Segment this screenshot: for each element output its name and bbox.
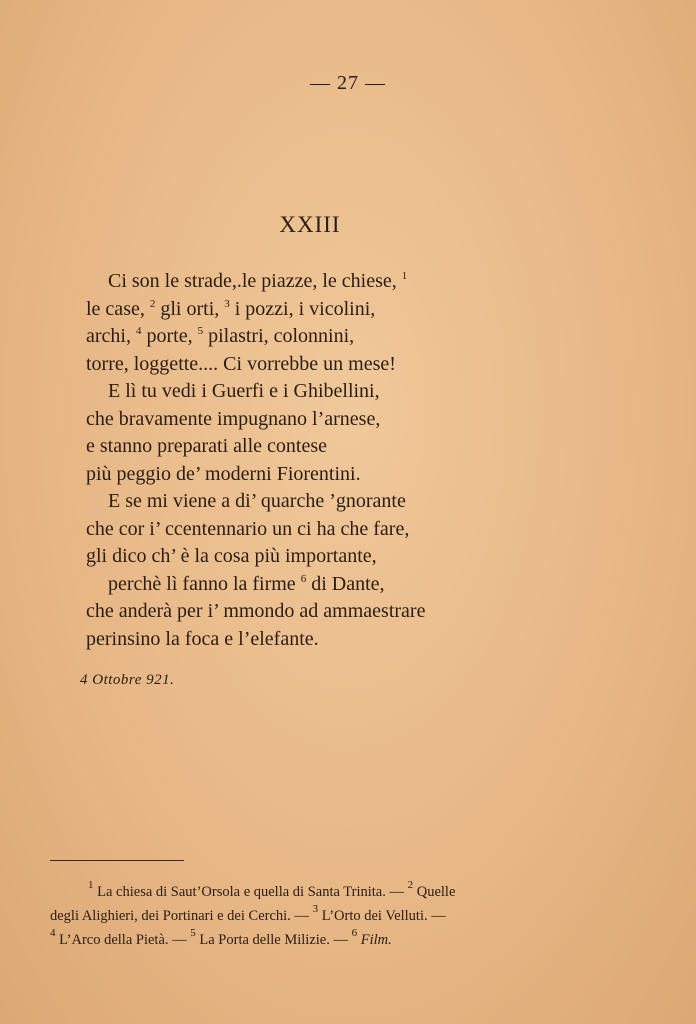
footnote-text: Quelle	[416, 884, 456, 900]
verse-text: di Dante,	[311, 572, 385, 595]
verse-text: gli dico ch’ è la cosa più importante,	[86, 545, 377, 567]
footnote-text: degli Alighieri, dei Portinari e dei Cerchi. —	[50, 908, 309, 924]
verse-line	[86, 543, 556, 571]
footnote-marker: 6	[300, 572, 307, 585]
footnotes	[50, 880, 610, 952]
verse-text: torre, loggette.... Ci vorrebbe un mese!	[86, 352, 396, 375]
footnote-line	[50, 928, 610, 952]
footnote-text: La chiesa di Saut’Orsola e quella di Santa Trinita. —	[97, 884, 404, 900]
verse-text: perchè lì fanno la firme	[108, 572, 296, 595]
poem-date: 4 Ottobre 921.	[80, 672, 175, 688]
page-number: — 27 —	[310, 72, 386, 94]
verse-text: che anderà per i’ mmondo ad ammaestrare	[86, 600, 426, 622]
verse-line	[86, 378, 556, 406]
footnote-number: 3	[312, 903, 319, 915]
footnote-number: 5	[190, 927, 196, 939]
verse-text: e stanno preparati alle contese	[86, 435, 327, 457]
verse-line	[86, 488, 556, 516]
verse-text: le case,	[86, 297, 145, 320]
footnote-number: 4	[50, 927, 56, 939]
verse-line	[86, 433, 556, 461]
verse-text: porte,	[146, 325, 193, 347]
verse-text: pilastri, colonnini,	[208, 325, 355, 347]
verse-line	[86, 516, 556, 544]
verse-line	[86, 351, 556, 379]
footnote-marker: 5	[197, 325, 204, 337]
verse-text: gli orti,	[160, 297, 220, 320]
section-title: XXIII	[279, 212, 341, 237]
verse-line	[86, 296, 556, 324]
verse-line	[86, 323, 556, 351]
verse-line	[86, 598, 556, 626]
verse-text: che cor i’ ccentennario un ci ha che fare,	[86, 517, 410, 540]
footnote-text: L’Orto dei Velluti. —	[321, 908, 446, 924]
poem	[86, 268, 556, 653]
verse-text: E se mi viene a di’ quarche ’gnorante	[108, 490, 406, 512]
verse-text: E lì tu vedi i Guerfi e i Ghibellini,	[108, 380, 380, 402]
footnote-text: L’Arco della Pietà. —	[59, 932, 187, 948]
verse-line	[86, 461, 556, 489]
footnote-marker: 2	[149, 297, 156, 310]
footnote-number: 1	[88, 879, 94, 891]
footnote-text: Film.	[360, 932, 392, 948]
footnote-number: 2	[407, 879, 414, 891]
footnote-marker: 3	[224, 297, 230, 310]
verse-text: più peggio de’ moderni Fiorentini.	[86, 462, 361, 485]
verse-line	[86, 406, 556, 434]
footnote-line	[50, 904, 610, 928]
footnote-marker: 1	[401, 270, 408, 282]
footnote-divider	[50, 860, 184, 861]
verse-line	[86, 571, 556, 599]
verse-text: i pozzi, i vicolini,	[234, 297, 376, 320]
footnote-number: 6	[351, 927, 358, 939]
verse-line	[86, 268, 556, 296]
verse-line	[86, 626, 556, 654]
verse-text: archi,	[86, 325, 131, 347]
footnote-line	[50, 880, 610, 904]
footnote-text: La Porta delle Milizie. —	[199, 932, 348, 948]
verse-text: che bravamente impugnano l’arnese,	[86, 407, 381, 430]
verse-text: perinsino la foca e l’elefante.	[86, 627, 319, 650]
footnote-marker: 4	[135, 325, 142, 337]
verse-text: Ci son le strade,.le piazze, le chiese,	[108, 270, 397, 292]
